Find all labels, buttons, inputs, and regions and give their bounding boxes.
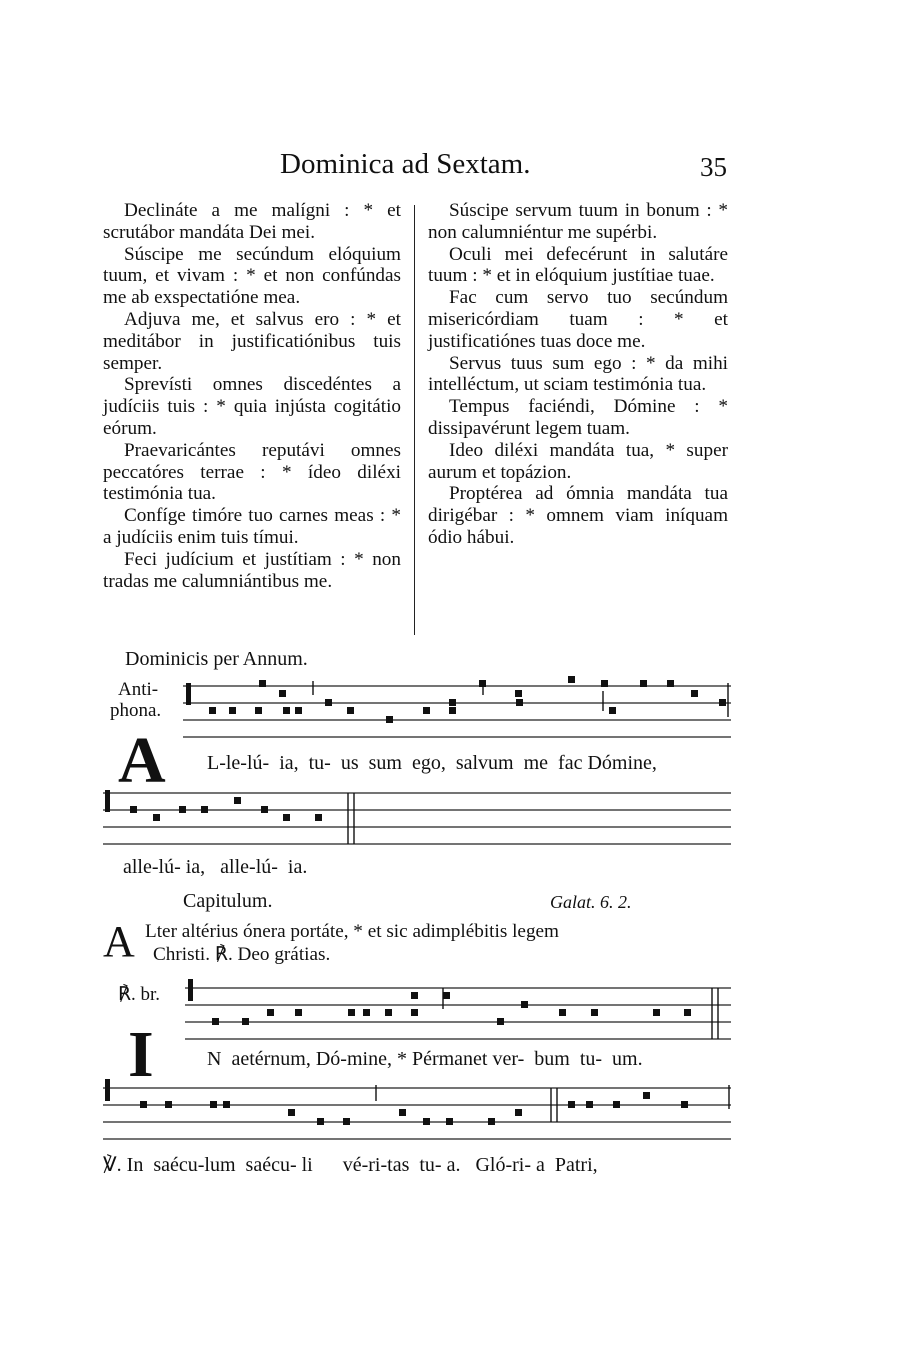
responsory-initial: I [128,1018,154,1091]
psalm-verse: Súscipe servum tuum in bonum : * non calumniéntur me supérbi. [428,200,728,243]
psalm-verse: Adjuva me, et salvus ero : * et meditábor in justificatiónibus tuis semper. [103,308,401,374]
responsory-staff-1 [185,985,733,1045]
psalm-verse: Declináte a me malígni : * et scrutábor mandáta Dei mei. [103,200,401,243]
capitulum-initial: A [103,917,135,966]
antiphon-label-line2: phona. [110,700,162,721]
clef-mark [188,979,193,1001]
psalm-verse: Servus tuus sum ego : * da mihi intelléctum, ut sciam testimónia tua. [428,352,728,396]
capitulum-text-line2: Christi. ℟. Deo grátias. [153,944,331,965]
antiphon-lyrics-line1: L-le-lú- ia, tu- us sum ego, salvum me fac Dómine, [207,752,657,774]
antiphon-staff-1 [183,683,733,743]
clef-mark [105,790,110,812]
capitulum-text-line1: Lter altérius ónera portáte, * et sic adimplébitis legem [145,921,559,942]
column-divider [414,205,415,635]
psalm-verse: Proptérea ad ómnia mandáta tua dirigébar : * omnem viam iníquam ódio hábui. [428,483,728,548]
responsory-label: ℟. br. [118,984,161,1005]
antiphon-label-line1: Anti- [118,679,159,700]
psalm-verse: Feci judícium et justítiam : * non tradas me calumniántibus me. [103,548,401,592]
psalm-verse: Ideo diléxi mandáta tua, * super aurum et topázion. [428,439,728,483]
psalm-verse: Fac cum servo tuo secúndum misericórdiam tuam : * et justificatiónes tuas doce me. [428,287,728,352]
psalm-verse: Praevaricántes reputávi omnes peccatóres terrae : * ídeo diléxi testimónia tua. [103,439,401,505]
psalm-verse: Confíge timóre tuo carnes meas : * a judíciis enim tuis tímui. [103,505,401,548]
responsory-lyrics-line2: ℣. In saécu-lum saécu- li vé-ri-tas tu- a. Gló-ri- a Patri, [103,1154,598,1176]
page-title: Dominica ad Sextam. [280,148,531,180]
psalm-left-column [103,200,401,592]
neumes [209,676,726,723]
neumes [130,797,322,821]
antiphon-staff-2 [103,790,733,850]
psalm-verse: Súscipe me secúndum elóquium tuum, et vivam : * et non confúndas me ab exspectatióne mea. [103,243,401,309]
clef-mark [186,683,191,705]
antiphon-initial: A [118,724,166,797]
antiphon-section-title: Dominicis per Annum. [125,648,308,670]
psalm-verse: Sprevísti omnes discedéntes a judíciis tuis : * quia injústa cogitátio eórum. [103,374,401,439]
psalm-right-column [428,200,728,549]
psalm-verse: Oculi mei defecérunt in salutáre tuum : * et in elóquium justítiae tuae. [428,243,728,287]
page-number: 35 [700,152,727,182]
clef-mark [105,1079,110,1101]
neumes [212,992,691,1025]
capitulum-reference: Galat. 6. 2. [550,892,632,912]
capitulum-title: Capitulum. [183,890,273,912]
responsory-staff-2 [103,1085,733,1145]
neumes [140,1092,688,1125]
responsory-lyrics-line1: N aetérnum, Dó-mine, * Pérmanet ver- bum tu- um. [207,1048,643,1070]
antiphon-lyrics-line2: alle-lú- ia, alle-lú- ia. [123,856,308,878]
psalm-verse: Tempus faciéndi, Dómine : * dissipavérunt legem tuam. [428,396,728,439]
